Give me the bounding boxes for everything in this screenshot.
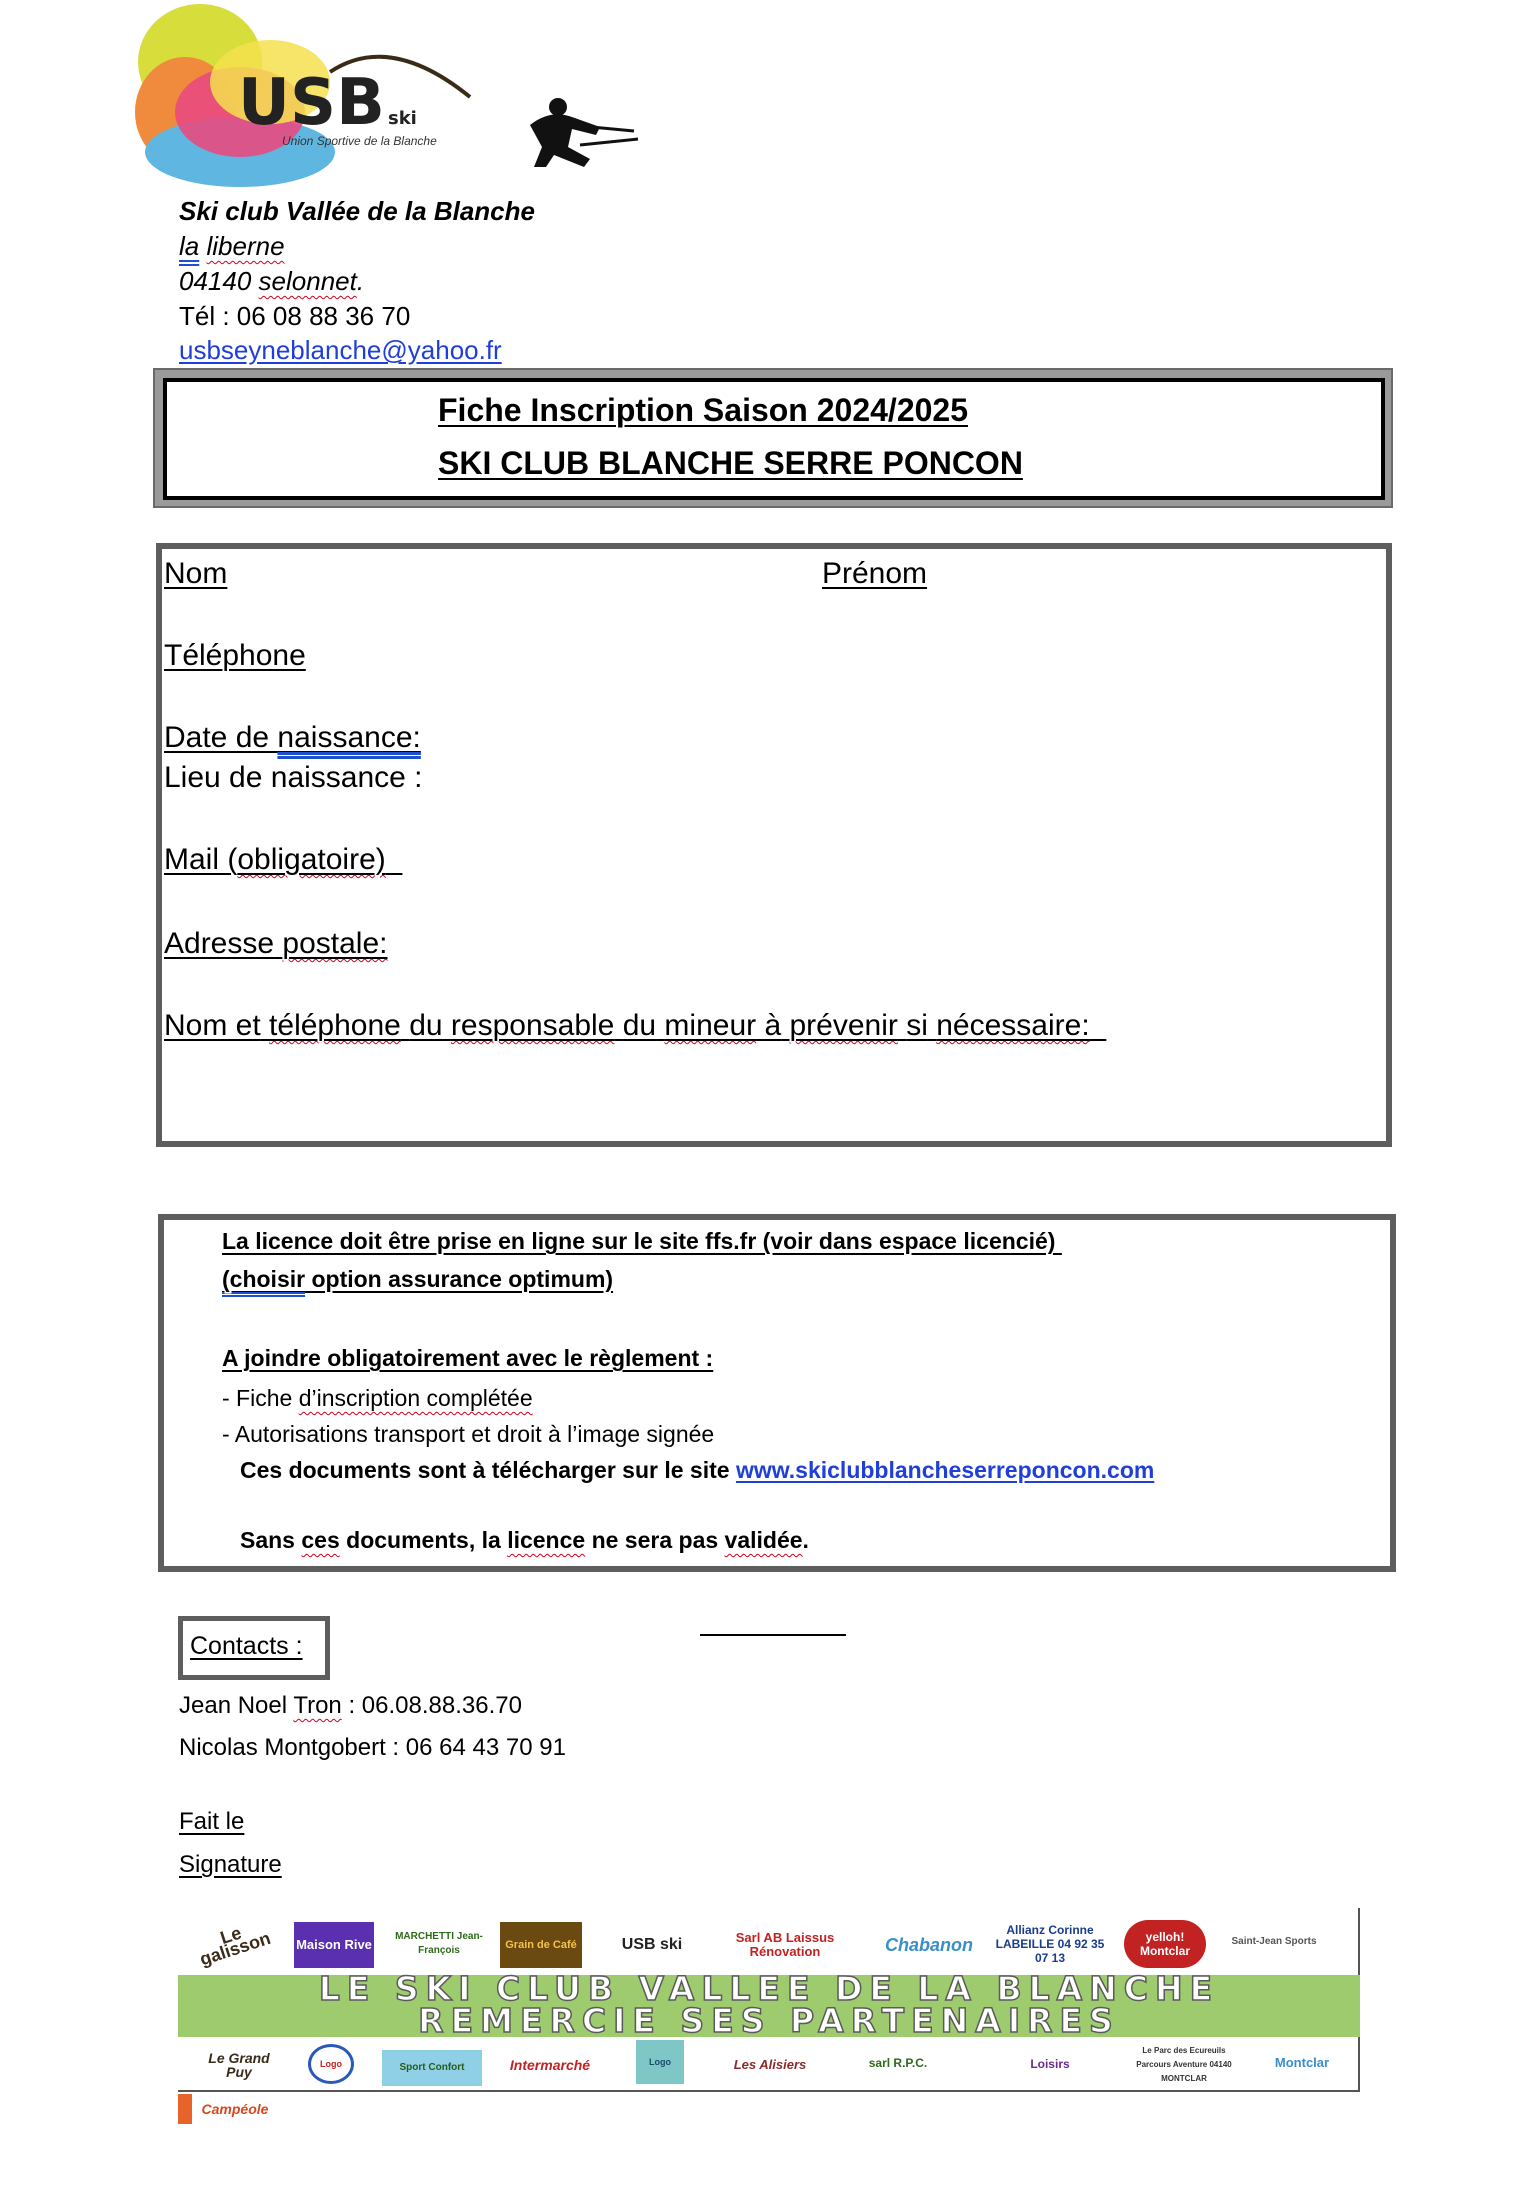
partner-logo: Sarl AB Laissus Rénovation — [735, 1930, 835, 1959]
warning-part: validée — [724, 1527, 803, 1553]
addr-part: Adresse — [164, 927, 275, 960]
licence-insurance-note — [222, 1264, 613, 1294]
validation-warning — [240, 1525, 809, 1555]
guardian-part: à — [764, 1009, 782, 1042]
warning-part: documents, la — [339, 1527, 508, 1553]
doc-part: d’inscription complétée — [298, 1385, 533, 1411]
warning-part: ne sera pas — [585, 1527, 725, 1553]
logo-sub-text: ski — [388, 108, 417, 129]
partner-logo: yelloh! Montclar — [1124, 1920, 1206, 1968]
insurance-part: (choisir — [222, 1266, 306, 1292]
contact-part: Tron — [293, 1692, 342, 1719]
guardian-part: du — [622, 1009, 657, 1042]
mail-part: Mail ( — [164, 843, 238, 876]
club-subtitle: SKI CLUB BLANCHE SERRE PONCON — [438, 445, 1023, 481]
download-text: Ces documents sont à télécharger sur le site — [240, 1457, 736, 1483]
partner-logo: Logo — [636, 2040, 684, 2084]
usb-ski-logo — [130, 2, 510, 190]
street-word: liberne — [206, 231, 285, 261]
field-label-prenom: Prénom — [822, 557, 928, 590]
partner-logo: Le Grand Puy — [208, 2050, 270, 2080]
addr-part: postale: — [282, 927, 388, 960]
logo-brand-text: USB — [238, 66, 385, 140]
website-link[interactable]: www.skiclubblancheserreponcon.com — [735, 1457, 1155, 1483]
insurance-part: option assurance optimum) — [305, 1266, 614, 1292]
partner-logo: Grain de Café — [500, 1922, 582, 1968]
partner-logo: Loisirs — [1030, 2057, 1070, 2071]
doc-part: - Fiche — [222, 1385, 299, 1411]
guardian-part: téléphone — [269, 1009, 401, 1042]
signature-label: Signature — [179, 1851, 282, 1878]
partner-logo: Le galisson — [197, 1922, 273, 1970]
partner-logo: USB ski — [621, 1936, 683, 1953]
contact-item — [179, 1690, 522, 1722]
street-word: la — [179, 231, 200, 261]
guardian-part: nécessaire: — [936, 1009, 1090, 1042]
partner-logo: Le Parc des Ecureuils Parcours Aventure 04140 MONTCLAR — [1136, 2046, 1232, 2083]
postal-code: 04140 — [179, 266, 252, 296]
guardian-part: responsable — [450, 1009, 615, 1042]
partner-logo: Sport Confort — [382, 2050, 482, 2086]
club-phone: Tél : 06 08 88 36 70 — [179, 301, 411, 331]
guardian-part — [1090, 1009, 1107, 1042]
field-label-nom: Nom — [164, 557, 228, 590]
partner-logo: Intermarché — [509, 2057, 591, 2073]
contacts-heading: Contacts : — [190, 1632, 303, 1660]
required-doc-item: - Autorisations transport et droit à l’image signée — [222, 1421, 715, 1447]
download-note — [240, 1455, 1154, 1485]
contact-part: : 06.08.88.36.70 — [341, 1692, 522, 1719]
required-docs-heading: A joindre obligatoirement avec le règlement : — [222, 1345, 714, 1371]
field-label-guardian — [164, 1008, 1106, 1044]
date-label: Fait le — [179, 1808, 245, 1835]
club-city — [179, 264, 364, 298]
partner-logo: sarl R.P.C. — [868, 2056, 928, 2070]
field-label-place-of-birth: Lieu de naissance : — [164, 761, 423, 794]
mail-part: obligatoire) — [237, 843, 386, 876]
field-label-address — [164, 926, 387, 962]
partner-logo: Montclar — [1274, 2055, 1330, 2070]
club-email-link[interactable]: usbseyneblanche@yahoo.fr — [179, 335, 502, 365]
required-doc-item — [222, 1383, 533, 1413]
dob-part: naissance: — [277, 721, 421, 754]
contacts-label — [190, 1630, 303, 1662]
guardian-part: du — [409, 1009, 443, 1042]
club-name: Ski club Vallée de la Blanche — [179, 196, 535, 226]
city-period: . — [356, 266, 365, 296]
club-street — [179, 229, 285, 263]
licence-instruction: La licence doit être prise en ligne sur le site ffs.fr (voir dans espace licencié) — [222, 1228, 1062, 1254]
field-label-date-of-birth — [164, 720, 421, 756]
city-name: selonnet — [258, 266, 357, 296]
divider-line — [700, 1634, 846, 1636]
field-label-mail — [164, 842, 402, 878]
partners-banner-subtitle: REMERCIE SES PARTENAIRES — [418, 2001, 1120, 2040]
partner-logo: Les Alisiers — [733, 2057, 807, 2072]
contact-part: Jean Noel — [179, 1692, 294, 1719]
partner-logo: Allianz Corinne LABEILLE 04 92 35 07 13 — [995, 1923, 1105, 1965]
guardian-part: prévenir — [789, 1009, 898, 1042]
field-label-telephone: Téléphone — [164, 639, 306, 672]
warning-part: Sans — [240, 1527, 302, 1553]
partner-logo: Saint-Jean Sports — [1231, 1936, 1317, 1947]
guardian-part: si — [906, 1009, 928, 1042]
warning-part: . — [802, 1527, 809, 1553]
logo-tagline: Union Sportive de la Blanche — [282, 134, 437, 148]
partner-logo: Maison Rive — [294, 1922, 374, 1968]
partner-logo: Logo — [308, 2044, 354, 2084]
campeole-logo: Campéole — [178, 2094, 278, 2124]
warning-part: ces — [301, 1527, 340, 1553]
partner-logo: Chabanon — [885, 1935, 973, 1955]
skier-silhouette-icon — [510, 95, 640, 175]
guardian-part: mineur — [664, 1009, 757, 1042]
partners-banner-title: LE SKI CLUB VALLEE DE LA BLANCHE — [318, 1969, 1220, 2008]
contact-item: Nicolas Montgobert : 06 64 43 70 91 — [179, 1734, 566, 1761]
form-title: Fiche Inscription Saison 2024/2025 — [438, 392, 968, 428]
warning-part: licence — [507, 1527, 586, 1553]
guardian-part: Nom et — [164, 1009, 261, 1042]
mail-part — [386, 843, 403, 876]
partner-logo: MARCHETTI Jean-François — [395, 1931, 483, 1956]
dob-part: Date de — [164, 721, 270, 754]
